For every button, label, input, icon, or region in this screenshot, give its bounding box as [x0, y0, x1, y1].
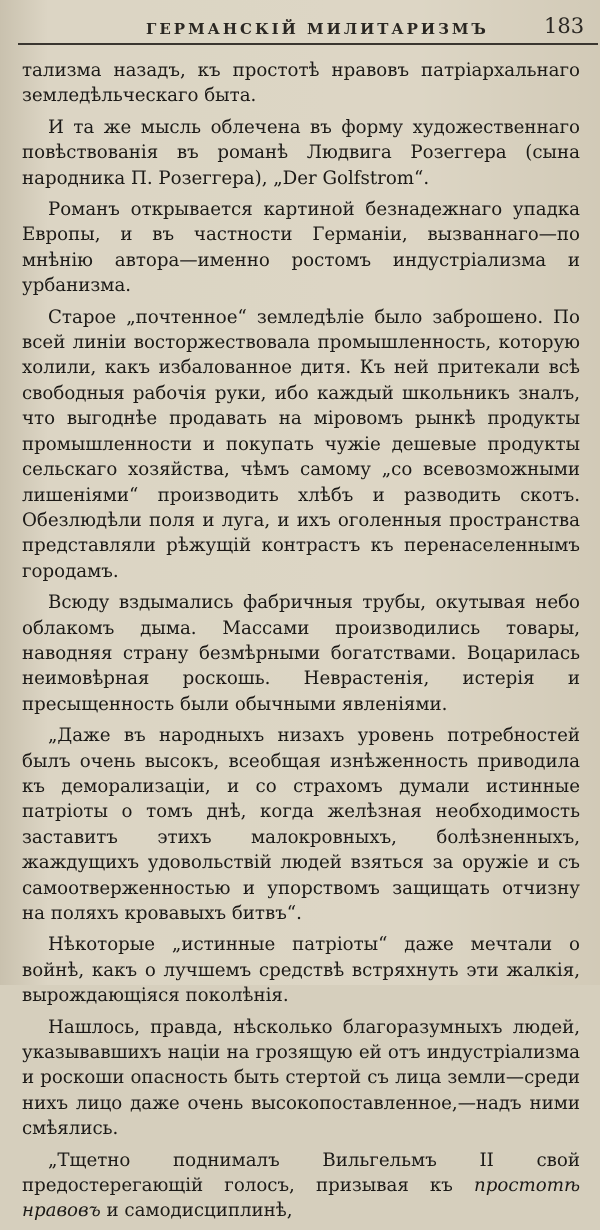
- paragraph: Нашлось, правда, нѣсколько благоразумныхъ людей, указывавшихъ нацiи на грозящую ей отъ индустрiализма и роскоши опасность быть стертой съ лица земли—среди нихъ лицо даже очень высокопоставленное,—надъ ними смѣялись.: [22, 1016, 580, 1140]
- paragraph-text: и самодисциплинѣ,: [100, 1200, 293, 1222]
- paragraph-last: [22, 1148, 580, 1224]
- emphasized-phrase: простотѣ нравовъ: [22, 1175, 580, 1222]
- paragraph-text: „Тщетно поднималъ Вильгельмъ II свой предостерегающiй голосъ, призывая къ: [22, 1149, 580, 1197]
- body-text: [22, 58, 580, 1230]
- paragraph: „Даже въ народныхъ низахъ уровень потребностей былъ очень высокъ, всеобщая изнѣженность приводила къ деморализацiи, и со страхомъ думали истинные патрiоты о томъ днѣ, когда желѣзная необходимость заставитъ этихъ малокровныхъ, болѣзненныхъ, жаждущихъ удовольствiй людей взяться за оружiе и съ самоотверженностью и упорствомъ защищать отчизну на поляхъ кровавыхъ битвъ“.: [22, 725, 580, 924]
- running-title: ГЕРМАНСКIЙ МИЛИТАРИЗМЪ: [146, 20, 489, 38]
- paragraph: тализма назадъ, къ простотѣ нравовъ патрiархальнаго земледѣльческаго быта.: [22, 60, 580, 107]
- paragraph: Нѣкоторые „истинные патрiоты“ даже мечтали о войнѣ, какъ о лучшемъ средствѣ встряхнуть эти жалкiя, вырождающiяся поколѣнiя.: [22, 934, 580, 1007]
- header-rule: [18, 43, 598, 45]
- paragraph: Старое „почтенное“ земледѣлiе было заброшено. По всей линiи восторжествовала промышленность, которую холили, какъ избалованное дитя. Къ ней притекали всѣ свободныя рабочiя руки, ибо каждый школьникъ зналъ, что выгоднѣе продавать на мiровомъ рынкѣ продукты промышленности и покупать чужiе дешевые продукты сельскаго хозяйства, чѣмъ самому „со всевозможными лишенiями“ производить хлѣбъ и разводить скотъ. Обезлюдѣли поля и луга, и ихъ оголенныя пространства представляли рѣжущiй контрастъ къ перенаселеннымъ городамъ.: [22, 306, 580, 582]
- page-number: 183: [544, 14, 585, 38]
- paragraph: И та же мысль облечена въ форму художественнаго повѣствованiя въ романѣ Людвига Розеггера (сына народника П. Розеггера), „Der Golfstrom“.: [22, 116, 580, 189]
- paragraph: Всюду вздымались фабричныя трубы, окутывая небо облакомъ дыма. Массами производились товары, наводняя страну безмѣрными богатствами. Воцарилась неимовѣрная роскошь. Неврастенiя, истерiя и пресыщенность были обычными явленiями.: [22, 592, 580, 715]
- paragraph: Романъ открывается картиной безнадежнаго упадка Европы, и въ частности Германiи, вызваннаго—по мнѣнiю автора—именно ростомъ индустрiализма и урбанизма.: [22, 199, 580, 297]
- page-header: [0, 0, 600, 48]
